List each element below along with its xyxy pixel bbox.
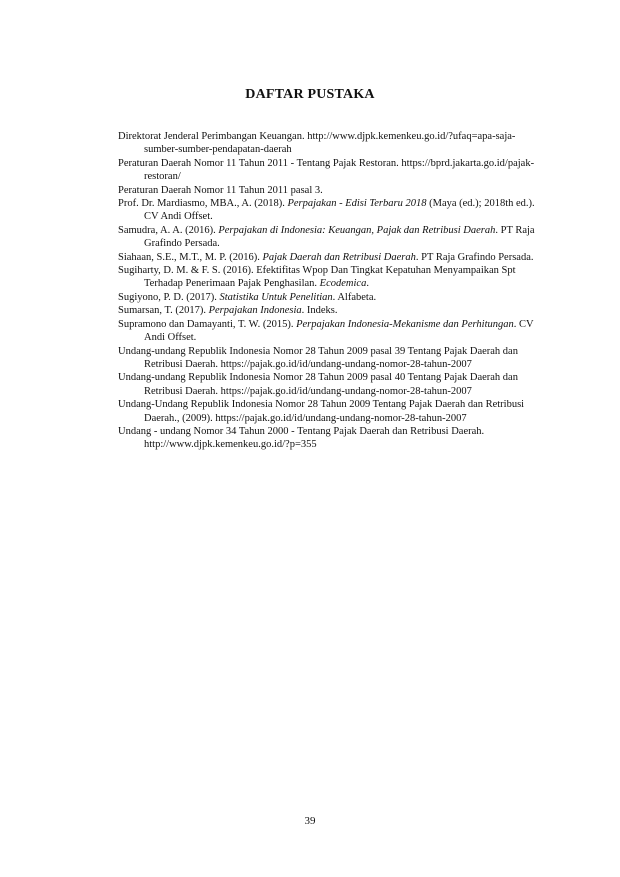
reference-entry: Direktorat Jenderal Perimbangan Keuangan. http://www.djpk.kemenkeu.go.id/?ufaq=apa-saja-sumber-sumber-pendapatan-daerah [118,131,516,156]
reference-list [118,130,540,452]
page-title: DAFTAR PUSTAKA [245,87,375,102]
page-number: 39 [304,815,316,827]
reference-entry: Sugiharty, D. M. & F. S. (2016). Efektifitas Wpop Dan Tingkat Kepatuhan Menyampaikan Spt Terhadap Penerimaan Pajak Penghasilan. Ecodemica. [118,265,516,290]
reference-entry: Peraturan Daerah Nomor 11 Tahun 2011 - Tentang Pajak Restoran. https://bprd.jakarta.go.id/pajak-restoran/ [118,157,535,183]
reference-entry: Siahaan, S.E., M.T., M. P. (2016). Pajak Daerah dan Retribusi Daerah. PT Raja Grafindo Persada. [118,251,534,263]
reference-entry: Supramono dan Damayanti, T. W. (2015). Perpajakan Indonesia-Mekanisme dan Perhitungan. CV Andi Offset. [118,318,534,344]
reference-entry: Peraturan Daerah Nomor 11 Tahun 2011 pasal 3. [118,184,323,196]
reference-entry: Undang-undang Republik Indonesia Nomor 28 Tahun 2009 pasal 40 Tentang Pajak Daerah dan Retribusi Daerah. https://pajak.go.id/id/undang-undang-nomor-28-tahun-2007 [118,372,518,397]
reference-entry: Undang-undang Republik Indonesia Nomor 28 Tahun 2009 pasal 39 Tentang Pajak Daerah dan Retribusi Daerah. https://pajak.go.id/id/undang-undang-nomor-28-tahun-2007 [118,345,518,370]
reference-entry: Prof. Dr. Mardiasmo, MBA., A. (2018). Perpajakan - Edisi Terbaru 2018 (Maya (ed.); 2018th ed.). CV Andi Offset. [118,198,535,223]
reference-entry: Undang - undang Nomor 34 Tahun 2000 - Tentang Pajak Daerah dan Retribusi Daerah. http://www.djpk.kemenkeu.go.id/?p=355 [118,425,485,451]
reference-entry: Sugiyono, P. D. (2017). Statistika Untuk Penelitian. Alfabeta. [118,291,377,303]
reference-entry: Samudra, A. A. (2016). Perpajakan di Indonesia: Keuangan, Pajak dan Retribusi Daerah. PT Raja Grafindo Persada. [118,224,535,250]
reference-entry: Sumarsan, T. (2017). Perpajakan Indonesia. Indeks. [118,305,338,317]
reference-entry: Undang-Undang Republik Indonesia Nomor 28 Tahun 2009 Tentang Pajak Daerah dan Retribusi Daerah., (2009). https://pajak.go.id/id/undang-undang-nomor-28-tahun-2007 [118,399,525,424]
